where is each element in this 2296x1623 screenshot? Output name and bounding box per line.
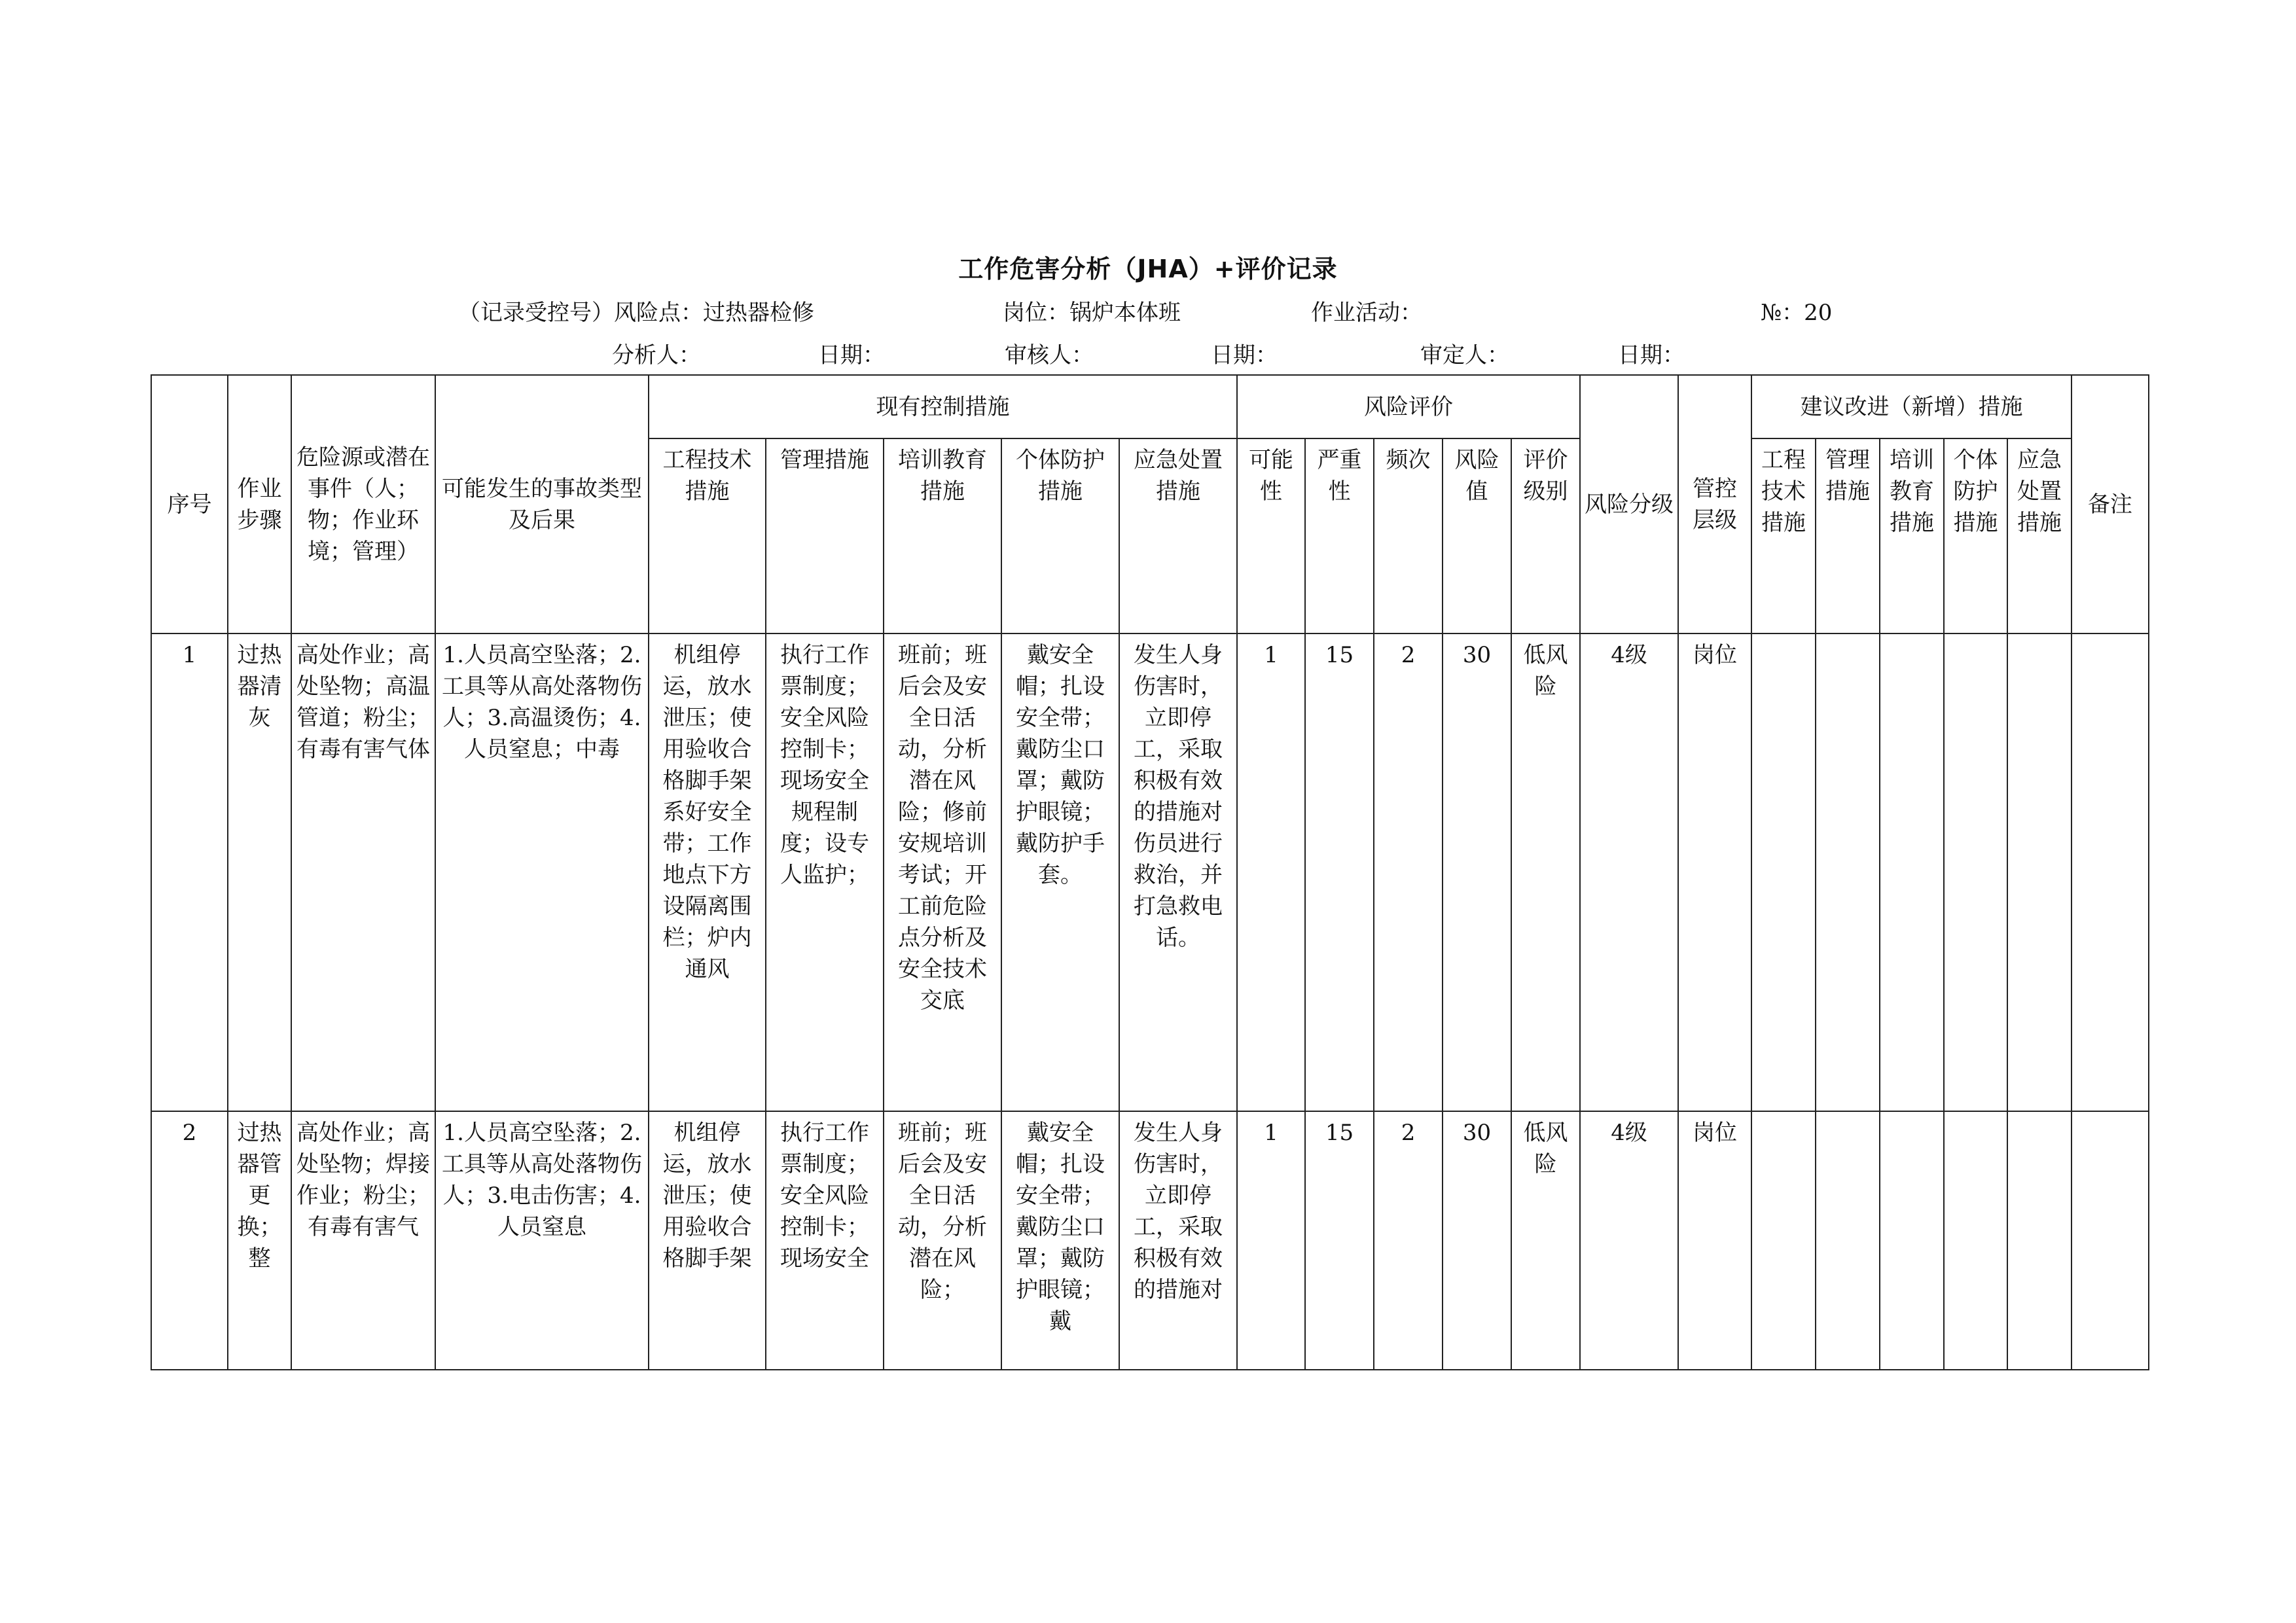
record-number: №：20	[1761, 300, 1833, 326]
header-suggest-engineering: 工程技术措施	[1751, 438, 1816, 633]
cell-suggest-emergency	[2007, 1111, 2072, 1370]
cell-suggest-training	[1880, 633, 1944, 1111]
cell-risk-grade: 4级	[1580, 633, 1678, 1111]
header-existing-emergency: 应急处置措施	[1119, 438, 1237, 633]
cell-seq: 1	[151, 633, 228, 1111]
jha-table	[151, 374, 2149, 1370]
record-risk-point: （记录受控号）风险点：过热器检修	[458, 300, 814, 326]
cell-suggest-management	[1816, 633, 1880, 1111]
cell-frequency: 2	[1374, 633, 1443, 1111]
header-existing-controls: 现有控制措施	[649, 375, 1237, 438]
header-risk-grade: 风险分级	[1580, 375, 1678, 633]
header-frequency: 频次	[1374, 438, 1443, 633]
activity-label: 作业活动：	[1311, 300, 1422, 326]
header-suggested-measures: 建议改进（新增）措施	[1751, 375, 2072, 438]
analysis-date-label: 日期：	[818, 342, 885, 368]
header-likelihood: 可能性	[1237, 438, 1305, 633]
header-risk-evaluation: 风险评价	[1237, 375, 1580, 438]
cell-engineering: 机组停运，放水泄压；使用验收合格脚手架系好安全带；工作地点下方设隔离围栏；炉内通风	[649, 633, 766, 1111]
cell-seq: 2	[151, 1111, 228, 1370]
cell-remark	[2072, 1111, 2149, 1370]
reviewer-label: 审核人：	[1005, 342, 1094, 368]
approver-label: 审定人：	[1420, 342, 1509, 368]
analyst-label: 分析人：	[612, 342, 701, 368]
cell-management: 执行工作票制度；安全风险控制卡；现场安全规程制度；设专人监护；	[766, 633, 884, 1111]
approval-date-label: 日期：	[1618, 342, 1685, 368]
cell-control-level: 岗位	[1678, 633, 1751, 1111]
header-suggest-management: 管理措施	[1816, 438, 1880, 633]
cell-risk-value: 30	[1443, 1111, 1511, 1370]
header-severity: 严重性	[1305, 438, 1374, 633]
cell-suggest-engineering	[1751, 633, 1816, 1111]
header-existing-management: 管理措施	[766, 438, 884, 633]
header-step: 作业步骤	[228, 375, 291, 633]
header-control-level: 管控层级	[1678, 375, 1751, 633]
cell-suggest-ppe	[1944, 1111, 2007, 1370]
document-title: 工作危害分析（JHA）+评价记录	[958, 255, 1338, 283]
cell-evaluation-level: 低风险	[1511, 1111, 1580, 1370]
review-date-label: 日期：	[1211, 342, 1278, 368]
cell-risk-grade: 4级	[1580, 1111, 1678, 1370]
header-existing-ppe: 个体防护措施	[1001, 438, 1119, 633]
cell-suggest-management	[1816, 1111, 1880, 1370]
cell-hazard: 高处作业；高处坠物；焊接作业；粉尘；有毒有害气	[291, 1111, 435, 1370]
header-hazard: 危险源或潜在事件（人；物；作业环境；管理）	[291, 375, 435, 633]
cell-suggest-training	[1880, 1111, 1944, 1370]
header-existing-engineering: 工程技术措施	[649, 438, 766, 633]
cell-consequence: 1.人员高空坠落；2.工具等从高处落物伤人；3.高温烫伤；4.人员窒息；中毒	[435, 633, 649, 1111]
cell-severity: 15	[1305, 633, 1374, 1111]
table-row	[151, 633, 2149, 1111]
cell-remark	[2072, 633, 2149, 1111]
header-consequence: 可能发生的事故类型及后果	[435, 375, 649, 633]
header-suggest-emergency: 应急处置措施	[2007, 438, 2072, 633]
cell-likelihood: 1	[1237, 1111, 1305, 1370]
cell-emergency: 发生人身伤害时，立即停工，采取积极有效的措施对	[1119, 1111, 1237, 1370]
cell-ppe: 戴安全帽；扎设安全带；戴防尘口罩；戴防护眼镜；戴防护手套。	[1001, 633, 1119, 1111]
header-evaluation-level: 评价级别	[1511, 438, 1580, 633]
cell-management: 执行工作票制度；安全风险控制卡；现场安全	[766, 1111, 884, 1370]
cell-step: 过热器管更换；整	[228, 1111, 291, 1370]
header-risk-value: 风险值	[1443, 438, 1511, 633]
cell-hazard: 高处作业；高处坠物；高温管道；粉尘；有毒有害气体	[291, 633, 435, 1111]
cell-frequency: 2	[1374, 1111, 1443, 1370]
header-seq: 序号	[151, 375, 228, 633]
header-remark: 备注	[2072, 375, 2149, 633]
cell-severity: 15	[1305, 1111, 1374, 1370]
cell-engineering: 机组停运，放水泄压；使用验收合格脚手架	[649, 1111, 766, 1370]
header-existing-training: 培训教育措施	[884, 438, 1001, 633]
cell-emergency: 发生人身伤害时，立即停工，采取积极有效的措施对伤员进行救治，并打急救电话。	[1119, 633, 1237, 1111]
cell-training: 班前；班后会及安全日活动，分析潜在风险；修前安规培训考试；开工前危险点分析及安全技术交底	[884, 633, 1001, 1111]
cell-training: 班前；班后会及安全日活动，分析潜在风险；	[884, 1111, 1001, 1370]
cell-ppe: 戴安全帽；扎设安全带；戴防尘口罩；戴防护眼镜；戴	[1001, 1111, 1119, 1370]
cell-suggest-emergency	[2007, 633, 2072, 1111]
cell-evaluation-level: 低风险	[1511, 633, 1580, 1111]
cell-suggest-ppe	[1944, 633, 2007, 1111]
header-suggest-ppe: 个体防护措施	[1944, 438, 2007, 633]
cell-control-level: 岗位	[1678, 1111, 1751, 1370]
header-suggest-training: 培训教育措施	[1880, 438, 1944, 633]
cell-step: 过热器清灰	[228, 633, 291, 1111]
table-row	[151, 1111, 2149, 1370]
cell-risk-value: 30	[1443, 633, 1511, 1111]
cell-consequence: 1.人员高空坠落；2.工具等从高处落物伤人；3.电击伤害；4.人员窒息	[435, 1111, 649, 1370]
cell-suggest-engineering	[1751, 1111, 1816, 1370]
cell-likelihood: 1	[1237, 633, 1305, 1111]
post-label: 岗位：锅炉本体班	[1003, 300, 1181, 326]
